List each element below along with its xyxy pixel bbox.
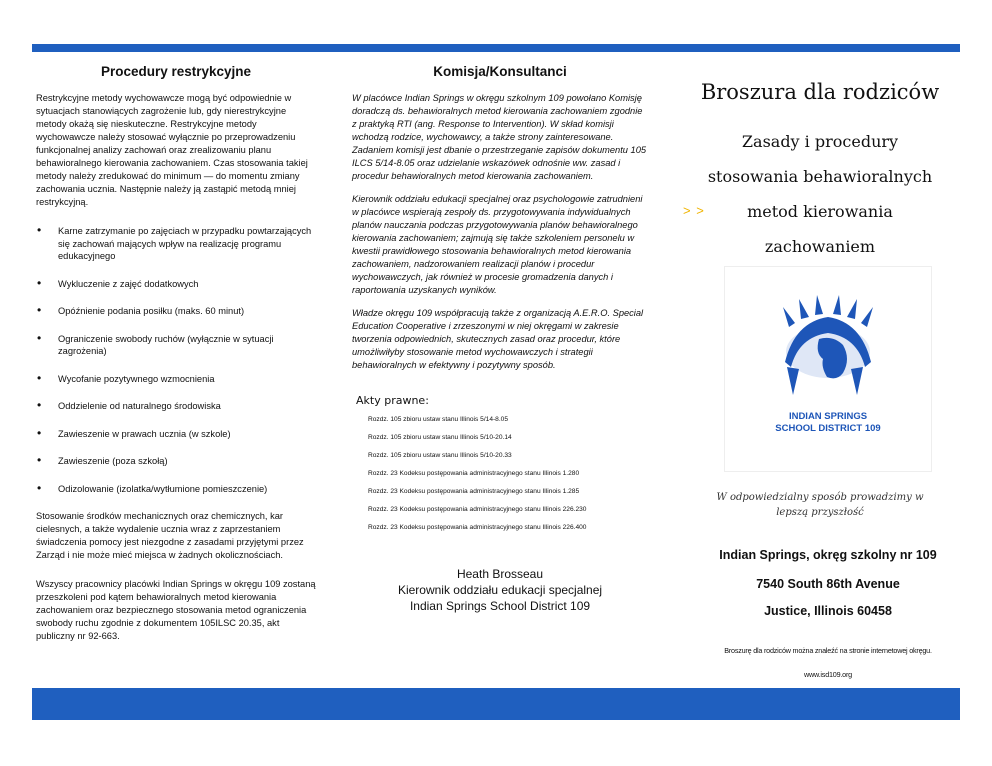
committee-panel [352,52,648,614]
legal-act-item: Rozdz. 23 Kodeksu postępowania administracyjnego stanu Illinois 1.280 [368,470,580,477]
signatory-name: Heath Brosseau [456,567,544,581]
list-item: • Wycofanie pozytywnego wzmocnienia [36,373,316,386]
legal-act-item: Rozdz. 105 zbioru ustaw stanu Illinois 5/14-8.05 [368,416,509,423]
district-name: Indian Springs, okręg szkolny nr 109 [719,548,937,562]
list-item: • Ograniczenie swobody ruchów (wyłącznie w sytuacji zagrożenia) [36,333,316,358]
district-logo [724,266,932,472]
brochure-subtitle-line: zachowaniem [764,237,876,256]
committee-paragraph-1: W placówce Indian Springs w okręgu szkolnym 109 powołano Komisję doradczą ds. behawioralnych metod kierowania zachowaniem zgodnie z praktyką RTI (ang. Response to Intervention). W skład komisji wchodzą rodzice, wychowawcy, a także strony zainteresowane. Zadaniem komisji jest dbanie o przestrzeganie zapisów dokumentu 105 ILCS 5/14-8.05 oraz udzielanie wskazówek odnośnie ww. zasad i procedur behawioralnych metod kierowania zachowaniem. [352,93,647,181]
street-address: 7540 South 86th Avenue [756,577,900,591]
signatory-organization: Indian Springs School District 109 [409,599,591,613]
legal-act-item: Rozdz. 23 Kodeksu postępowania administracyjnego stanu Illinois 226.230 [368,506,587,513]
committee-paragraph-3: Władze okręgu 109 współpracują także z organizacją A.E.R.O. Special Education Cooperative i zrzeszonymi w niej okręgami w zakresie tworzenia odpowiednich, skutecznych zasad oraz procedur, które umożliwiłyby stosowanie metod wychowawczych i strategii behawioralnych w efektywny i pozytywny sposób. [352,308,644,370]
restrictive-procedures-panel [36,52,316,659]
legal-act-item: Rozdz. 23 Kodeksu postępowania administracyjnego stanu Illinois 1.285 [368,488,580,495]
legal-act-item: Rozdz. 23 Kodeksu postępowania administracyjnego stanu Illinois 226.400 [368,524,587,531]
restrictive-list [36,225,316,495]
arrows-icon: > > [683,203,705,218]
logo-text-line: SCHOOL DISTRICT 109 [775,423,881,434]
signature-block [352,566,648,614]
logo-text-line: INDIAN SPRINGS [788,411,868,422]
brochure-subtitle-line: stosowania behawioralnych [707,167,933,186]
committee-paragraph-2: Kierownik oddziału edukacji specjalnej oraz psychologowie zatrudnieni w placówce wspierają zespoły ds. przygotowywania indywidualnych planów nauczania podczas przygotowywania planów behawioralnego kierowania zachowaniem; zajmują się także szkoleniem personelu w kwestii prawidłowego stosowania behawioralnych metod kierowania zachowaniem, nadzorowaniem realizacji planów i procedur wychowawczych, jak również w procesie gromadzenia danych i raportowania uzyskanych wyników. [352,194,643,295]
legal-acts-title: Akty prawne: [356,394,429,407]
list-item: • Karne zatrzymanie po zajęciach w przypadku powtarzających się zachowań mających wpływ na realizację programu edukacyjnego [36,225,316,263]
list-item: • Wykluczenie z zajęć dodatkowych [36,278,316,291]
restrictive-intro: Restrykcyjne metody wychowawcze mogą być odpowiednie w sytuacjach stanowiących zagrożenie lub, gdy nierestrykcyjne metody okażą się nieskuteczne. Restrykcyjne metody wychowawcze należy stosować wyłącznie po przeprowadzeniu funkcjonalnej analizy zachowań oraz zrealizowaniu planu behawioralnego kierowania zachowaniem. Czas stosowania takiej metody należy zredukować do minimum — do momentu zmiany zachowania ucznia. Następnie należy ją zastąpić metodą mniej restrykcyjną. [36,93,308,207]
brochure-title: Broszura dla rodziców [700,80,940,104]
chief-headdress-icon [725,267,931,471]
committee-title: Komisja/Konsultanci [433,64,567,79]
prohibited-measures-paragraph: Stosowanie środków mechanicznych oraz chemicznych, kar cielesnych, a także wydalenie ucznia wraz z zaprzestaniem świadczenia pomocy jest niezgodne z zasadami przyjętymi przez Zarząd i nie może mieć miejsca w żadnych okolicznościach. [36,511,304,560]
cover-panel [680,52,960,264]
top-blue-bar [32,44,960,52]
list-item: • Zawieszenie w prawach ucznia (w szkole) [36,428,316,441]
legal-act-item: Rozdz. 105 zbioru ustaw stanu Illinois 5/10-20.14 [368,434,512,441]
website-url: www.isd109.org [804,670,852,679]
list-item: • Zawieszenie (poza szkołą) [36,455,316,468]
list-item: • Odizolowanie (izolatka/wytłumione pomieszczenie) [36,483,316,496]
signatory-role: Kierownik oddziału edukacji specjalnej [397,583,603,597]
list-item: • Oddzielenie od naturalnego środowiska [36,400,316,413]
staff-training-paragraph: Wszyscy pracownicy placówki Indian Springs w okręgu 109 zostaną przeszkoleni pod kątem behawioralnych metod kierowania zachowaniem oraz bezpiecznego stosowania metod ograniczenia swobody ruchu zgodnie z dokumentem 105ILSC 20.35, akt publiczny nr 92-663. [36,579,316,641]
legal-acts-list [368,416,648,532]
brochure-subtitle-line: Zasady i procedury [741,132,899,151]
list-item: • Opóźnienie podania posiłku (maks. 60 minut) [36,305,316,318]
tagline: W odpowiedzialny sposób prowadzimy w lepszą przyszłość [716,492,924,518]
restrictive-procedures-title: Procedury restrykcyjne [100,64,252,79]
brochure-subtitle-line: metod kierowania [747,202,893,221]
city-address: Justice, Illinois 60458 [764,604,892,618]
website-note: Broszurę dla rodziców można znaleźć na stronie internetowej okręgu. [724,646,932,655]
bottom-blue-bar [32,688,960,720]
legal-act-item: Rozdz. 105 zbioru ustaw stanu Illinois 5/10-20.33 [368,452,512,459]
